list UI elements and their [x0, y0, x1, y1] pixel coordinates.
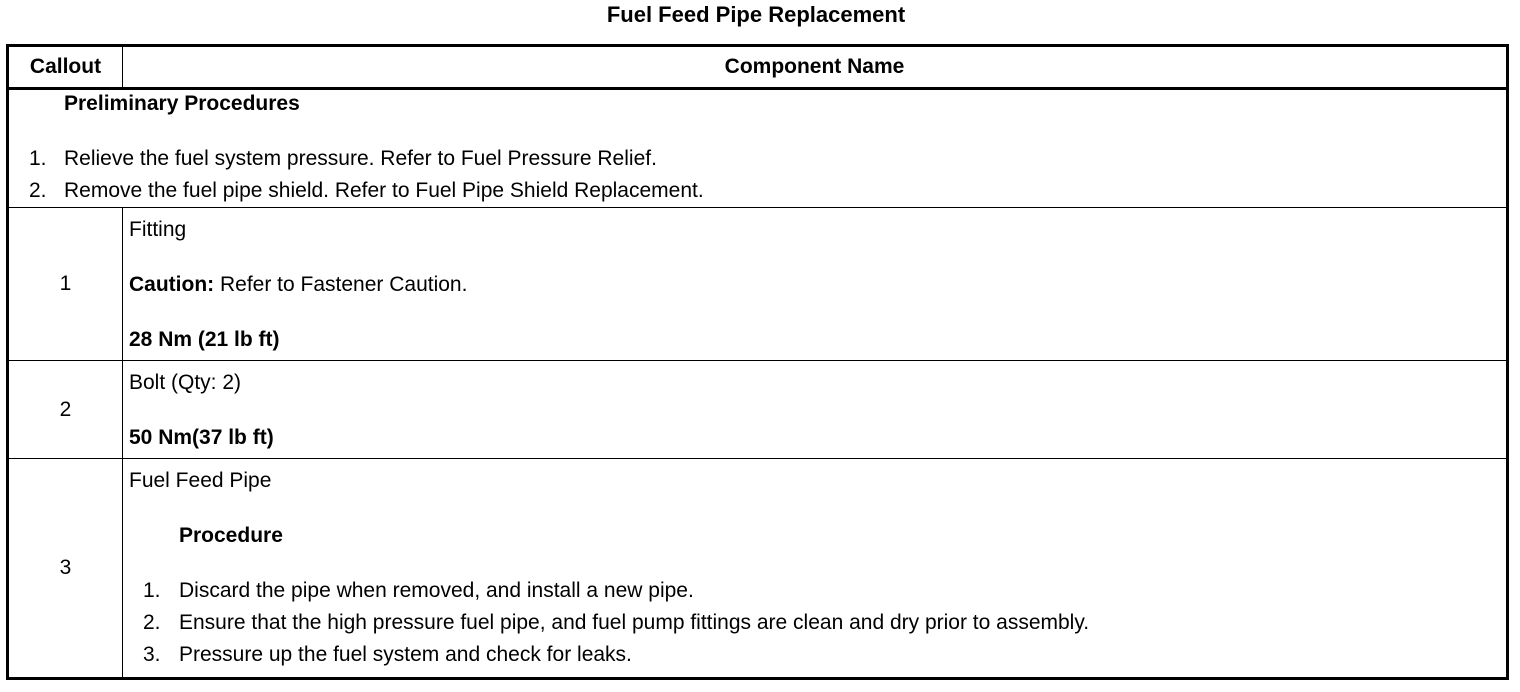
step-number: 1.: [143, 579, 161, 602]
step-number: 3.: [143, 643, 161, 666]
step-number: 1.: [29, 147, 47, 170]
table-header-row: [8, 46, 1508, 89]
preliminary-steps-list: [9, 143, 1506, 207]
callout-column-header: Callout: [8, 46, 123, 89]
table-row: [8, 208, 1508, 361]
step-number: 2.: [29, 179, 47, 202]
component-name-column-header: Component Name: [123, 46, 1508, 89]
component-cell: [123, 361, 1508, 459]
step-text: Ensure that the high pressure fuel pipe, and fuel pump fittings are clean and dry prior to assembly.: [179, 611, 1090, 634]
caution-note: [129, 271, 1506, 299]
component-cell: [123, 459, 1508, 679]
step-text: Remove the fuel pipe shield. Refer to Fuel Pipe Shield Replacement.: [64, 179, 704, 202]
procedure-table: [6, 44, 1509, 680]
page-title: Fuel Feed Pipe Replacement: [606, 2, 906, 27]
component-name: Bolt (Qty: 2): [129, 371, 242, 394]
component-cell: [123, 208, 1508, 361]
procedure-steps-list: [129, 575, 1506, 671]
preliminary-procedures-row: [8, 89, 1508, 208]
torque-spec: 50 Nm(37 lb ft): [129, 426, 274, 449]
step-number: 2.: [143, 611, 161, 634]
list-item: [9, 143, 1506, 175]
step-text: Relieve the fuel system pressure. Refer to Fuel Pressure Relief.: [64, 147, 657, 170]
table-row: [8, 459, 1508, 679]
caution-label: Caution:: [129, 273, 215, 296]
callout-number: 3: [8, 459, 123, 679]
preliminary-procedures-heading: Preliminary Procedures: [64, 92, 300, 115]
list-item: [129, 639, 1506, 671]
preliminary-procedures-cell: [8, 89, 1508, 208]
list-item: [129, 575, 1506, 607]
component-name: Fitting: [129, 218, 187, 241]
step-text: Discard the pipe when removed, and install a new pipe.: [179, 579, 694, 602]
callout-number: 2: [8, 361, 123, 459]
component-name: Fuel Feed Pipe: [129, 469, 272, 492]
step-text: Pressure up the fuel system and check for leaks.: [179, 643, 632, 666]
list-item: [9, 175, 1506, 207]
list-item: [129, 607, 1506, 639]
torque-spec: 28 Nm (21 lb ft): [129, 328, 280, 351]
procedure-heading: Procedure: [179, 524, 283, 547]
table-row: [8, 361, 1508, 459]
callout-number: 1: [8, 208, 123, 361]
caution-text: Refer to Fastener Caution.: [214, 273, 468, 296]
